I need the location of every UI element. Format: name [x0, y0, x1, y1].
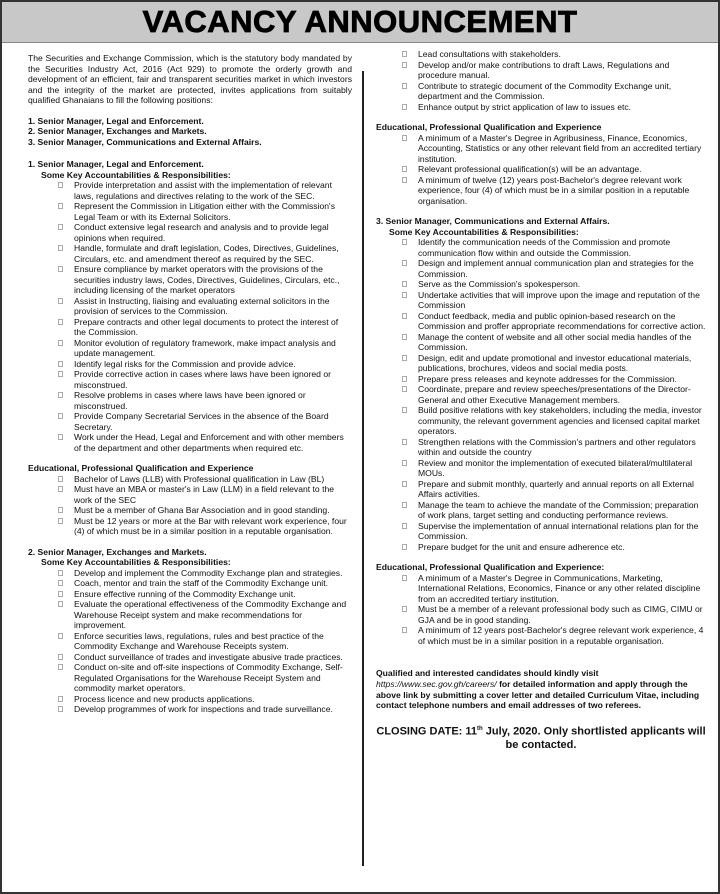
content-columns	[2, 43, 718, 752]
bullet-box-icon	[58, 664, 63, 670]
list-item	[58, 662, 352, 694]
list-item	[402, 258, 706, 279]
list-item	[58, 411, 352, 432]
bullet-box-icon	[58, 224, 63, 230]
list-item-text: A minimum of a Master's Degree in Communications, Marketing, International Relations, Economics, Finance or any other related discipline from an accredited tertiary institution.	[418, 572, 701, 604]
qualifications-list	[402, 573, 706, 647]
qualifications-list	[58, 474, 352, 537]
list-item-text: A minimum of 12 years post-Bachelor's degree relevant work experience, 4 of which must be in a similar position in a reputable organisation.	[418, 625, 704, 646]
list-item-text: Coordinate, prepare and review speeches/presentations of the Director-General and other Executive Management members.	[418, 384, 691, 405]
qualification-heading: Educational, Professional Qualification and Experience:	[376, 562, 605, 572]
bullet-box-icon	[58, 413, 63, 419]
list-item-text: Must be 12 years or more at the Bar with relevant work experience, four (4) of which must be in a similar position in a reputable organisation.	[74, 515, 347, 536]
bullet-box-icon	[402, 334, 407, 340]
bullet-box-icon	[402, 260, 407, 266]
bullet-box-icon	[402, 439, 407, 445]
list-item-text: Lead consultations with stakeholders.	[418, 49, 561, 59]
list-item-text: Undertake activities that will improve upon the image and reputation of the Commission	[418, 289, 700, 310]
list-item-text: Ensure effective running of the Commodity Exchange unit.	[74, 588, 296, 599]
list-item-text: Review and monitor the implementation of executed bilateral/multilateral MOUs.	[418, 457, 693, 478]
bullet-box-icon	[402, 239, 407, 245]
list-item	[58, 180, 352, 201]
list-item	[58, 432, 352, 453]
list-item	[58, 631, 352, 652]
list-item	[402, 458, 706, 479]
list-item	[58, 243, 352, 264]
responsibilities-heading: Some Key Accountabilities & Responsibilities:	[41, 557, 231, 567]
bullet-box-icon	[58, 507, 63, 513]
list-item-text: Provide corrective action in cases where laws have been ignored or misconstrued.	[74, 369, 331, 390]
list-item	[58, 296, 352, 317]
list-item	[402, 374, 706, 385]
list-item-text: Prepare press releases and keynote addresses for the Commission.	[418, 373, 677, 384]
apply-rest: for detailed information and apply through the above link by submitting a cover letter and detailed Curriculum Vitae, including contact telephone numbers and email addresses of two referees.	[376, 678, 700, 711]
bullet-box-icon	[58, 245, 63, 251]
list-item	[402, 384, 706, 405]
section-title: 1. Senior Manager, Legal and Enforcement.	[28, 159, 204, 169]
responsibilities-list-continued	[402, 49, 706, 112]
list-item	[402, 175, 706, 207]
bullet-box-icon	[58, 706, 63, 712]
left-column	[2, 43, 362, 752]
careers-link[interactable]: https://www.sec.gov.gh/careers/	[376, 678, 497, 689]
bullet-box-icon	[402, 627, 407, 633]
list-item-text: Resolve problems in cases where laws have been ignored or misconstrued.	[74, 390, 306, 411]
apply-lead: Qualified and interested candidates should kindly visit	[376, 668, 599, 678]
bullet-box-icon	[58, 371, 63, 377]
position-item: 3. Senior Manager, Communications and External Affairs.	[28, 136, 262, 147]
bullet-box-icon	[58, 570, 63, 576]
list-item-text: Supervise the implementation of annual international relations plan for the Commission.	[418, 520, 699, 541]
list-item-text: Develop and implement the Commodity Exchange plan and strategies.	[74, 567, 343, 578]
bullet-box-icon	[402, 407, 407, 413]
bullet-box-icon	[58, 696, 63, 702]
bullet-box-icon	[58, 580, 63, 586]
list-item-text: Handle, formulate and draft legislation, Codes, Directives, Guidelines, Circulars, etc. and amendment thereof as required by the SEC.	[74, 243, 339, 264]
list-item	[402, 81, 706, 102]
bullet-box-icon	[58, 518, 63, 524]
positions-list	[28, 116, 352, 148]
bullet-box-icon	[58, 654, 63, 660]
bullet-box-icon	[58, 182, 63, 188]
list-item-text: Conduct feedback, media and public opinion-based research on the Commission and proffer appropriate recommendations for corrective action.	[418, 310, 706, 331]
list-item-text: Build positive relations with key stakeholders, including the media, investor community, the relevant government agencies and licensed capital market operators.	[418, 405, 702, 436]
column-divider	[362, 71, 364, 866]
list-item-text: Provide interpretation and assist with the implementation of relevant laws, regulations and directives relating to the work of the SEC.	[74, 180, 332, 201]
list-item-text: Prepare budget for the unit and ensure adherence etc.	[418, 541, 625, 552]
bullet-box-icon	[402, 523, 407, 529]
list-item-text: Assist in Instructing, liaising and evaluating external solicitors in the provision of services to the Commission.	[74, 295, 330, 316]
list-item	[58, 201, 352, 222]
section-title: 2. Senior Manager, Exchanges and Markets.	[28, 546, 207, 557]
qualifications-list	[402, 133, 706, 207]
list-item	[402, 500, 706, 521]
list-item-text: A minimum of twelve (12) years post-Bachelor's degree relevant work experience, four (4) of which must be in a similar position in a reputable organisation.	[418, 174, 690, 206]
list-item-text: Identify legal risks for the Commission and provide advice.	[74, 358, 296, 369]
list-item-text: Must be a member of Ghana Bar Association and in good standing.	[74, 505, 330, 515]
bullet-box-icon	[58, 340, 63, 346]
list-item	[402, 437, 706, 458]
bullet-box-icon	[402, 135, 407, 141]
bullet-box-icon	[402, 460, 407, 466]
responsibilities-list	[402, 237, 706, 552]
bullet-box-icon	[402, 292, 407, 298]
bullet-box-icon	[58, 486, 63, 492]
section-legal	[28, 159, 352, 537]
list-item-text: Develop programmes of work for inspections and trade surveillance.	[74, 704, 333, 714]
bullet-box-icon	[402, 355, 407, 361]
section-exchanges	[28, 547, 352, 715]
bullet-box-icon	[402, 313, 407, 319]
list-item	[58, 704, 352, 715]
list-item	[58, 505, 352, 516]
list-item	[402, 405, 706, 437]
list-item-text: Must be a member of a relevant professional body such as CIMG, CIMU or GJA and be in good standing.	[418, 604, 703, 625]
list-item-text: Relevant professional qualification(s) will be an advantage.	[418, 164, 642, 174]
list-item-text: Design, edit and update promotional and investor educational materials, publications, brochures, videos and social media posts.	[418, 352, 692, 373]
list-item-text: Conduct surveillance of trades and investigate abusive trade practices.	[74, 651, 343, 662]
list-item	[402, 479, 706, 500]
responsibilities-heading: Some Key Accountabilities & Responsibilities:	[41, 169, 231, 180]
list-item-text: Conduct on-site and off-site inspections of Commodity Exchange, Self-Regulated Organisations for the Warehouse Receipt System and commodity market operators.	[74, 662, 343, 693]
bullet-box-icon	[402, 502, 407, 508]
bullet-box-icon	[58, 591, 63, 597]
bullet-box-icon	[402, 166, 407, 172]
list-item-text: Conduct extensive legal research and analysis and to provide legal opinions when required.	[74, 222, 329, 243]
list-item-text: Coach, mentor and train the staff of the Commodity Exchange unit.	[74, 578, 328, 588]
list-item-text: Identify the communication needs of the Commission and promote communication flow within and outside the Commission.	[418, 237, 671, 258]
list-item	[402, 573, 706, 605]
list-item-text: Strengthen relations with the Commission's partners and other regulators within and outside the country	[418, 436, 696, 457]
list-item-text: Develop and/or make contributions to draft Laws, Regulations and procedure manual.	[418, 59, 670, 80]
list-item-text: Manage the content of website and all other social media handles of the Commission.	[418, 331, 692, 352]
list-item-text: Enforce securities laws, regulations, rules and best practice of the Commodity Exchange and Warehouse Receipts system.	[74, 630, 324, 651]
bullet-box-icon	[58, 203, 63, 209]
bullet-box-icon	[58, 601, 63, 607]
section-communications	[376, 216, 706, 646]
list-item	[58, 359, 352, 370]
list-item	[402, 521, 706, 542]
closing-sup: th	[477, 726, 483, 733]
bullet-box-icon	[402, 544, 407, 550]
bullet-box-icon	[58, 476, 63, 482]
page-title: VACANCY ANNOUNCEMENT	[142, 4, 578, 39]
responsibilities-list	[58, 568, 352, 715]
list-item-text: Must have an MBA or master's in Law (LLM) in a field relevant to the work of the SEC	[74, 484, 335, 505]
list-item-text: Contribute to strategic document of the Commodity Exchange unit, department and the Commission.	[418, 80, 672, 101]
list-item-text: Enhance output by strict application of law to issues etc.	[418, 101, 632, 112]
responsibilities-heading: Some Key Accountabilities & Responsibilities:	[389, 226, 579, 237]
list-item-text: Manage the team to achieve the mandate of the Commission; preparation of work plans, target setting and conducting performance reviews.	[418, 499, 699, 520]
closing-date	[376, 723, 706, 752]
bullet-box-icon	[402, 104, 407, 110]
list-item-text: Design and implement annual communication plan and strategies for the Commission.	[418, 258, 694, 279]
bullet-box-icon	[58, 266, 63, 272]
list-item-text: Process licence and new products applications.	[74, 693, 255, 704]
list-item	[402, 290, 706, 311]
bullet-box-icon	[402, 376, 407, 382]
list-item	[58, 338, 352, 359]
list-item	[402, 279, 706, 290]
application-instructions	[376, 668, 706, 711]
list-item	[58, 578, 352, 589]
responsibilities-list	[58, 180, 352, 453]
list-item	[402, 604, 706, 625]
bullet-box-icon	[58, 319, 63, 325]
list-item	[58, 369, 352, 390]
list-item-text: Evaluate the operational effectiveness of the Commodity Exchange and Warehouse Receipt system and make recommendations for improvement.	[74, 599, 347, 630]
list-item	[402, 542, 706, 553]
list-item-text: Prepare contracts and other legal documents to protect the interest of the Commission.	[74, 316, 339, 337]
list-item-text: Prepare and submit monthly, quarterly and annual reports on all External Affairs activities.	[418, 478, 694, 499]
list-item	[402, 625, 706, 646]
list-item	[402, 237, 706, 258]
list-item	[402, 332, 706, 353]
list-item	[58, 652, 352, 663]
list-item	[58, 694, 352, 705]
bullet-box-icon	[402, 51, 407, 57]
list-item	[58, 484, 352, 505]
bullet-box-icon	[402, 83, 407, 89]
list-item	[58, 589, 352, 600]
bullet-box-icon	[402, 281, 407, 287]
bullet-box-icon	[402, 386, 407, 392]
right-column	[362, 43, 718, 752]
list-item-text: Bachelor of Laws (LLB) with Professional qualification in Law (BL)	[74, 473, 325, 484]
bullet-box-icon	[58, 361, 63, 367]
list-item	[402, 102, 706, 113]
position-item: 2. Senior Manager, Exchanges and Markets.	[28, 126, 207, 136]
closing-rest: July, 2020. Only shortlisted applicants will be contacted.	[482, 725, 706, 751]
list-item	[402, 353, 706, 374]
bullet-box-icon	[402, 62, 407, 68]
list-item	[58, 516, 352, 537]
list-item	[58, 264, 352, 296]
list-item	[402, 164, 706, 175]
list-item	[402, 311, 706, 332]
position-item: 1. Senior Manager, Legal and Enforcement.	[28, 115, 204, 126]
intro-paragraph: The Securities and Exchange Commission, which is the statutory body mandated by the Securities Industry Act, 2016 (Act 929) to promote the orderly growth and development of an efficient, fair and transparent securities market in which investors and the integrity of the market are protected, invites applications from suitably qualified Ghanaians to fill the following positions:	[28, 53, 352, 105]
list-item-text: Ensure compliance by market operators with the provisions of the securities industry laws, Codes, Directives, Guidelines, Circulars, etc., including licensing of the market operators	[74, 264, 340, 295]
list-item	[58, 317, 352, 338]
bullet-box-icon	[58, 633, 63, 639]
bullet-box-icon	[402, 575, 407, 581]
list-item	[402, 49, 706, 60]
qualification-heading: Educational, Professional Qualification and Experience	[28, 463, 254, 473]
bullet-box-icon	[402, 606, 407, 612]
list-item-text: Serve as the Commission's spokesperson.	[418, 279, 581, 289]
list-item	[58, 222, 352, 243]
bullet-box-icon	[58, 298, 63, 304]
title-banner	[2, 2, 718, 43]
bullet-box-icon	[58, 434, 63, 440]
bullet-box-icon	[402, 481, 407, 487]
bullet-box-icon	[402, 177, 407, 183]
section-title: 3. Senior Manager, Communications and External Affairs.	[376, 216, 610, 226]
list-item	[58, 568, 352, 579]
list-item-text: Work under the Head, Legal and Enforcement and with other members of the department and other departments when required etc.	[74, 432, 344, 453]
list-item-text: Represent the Commission in Litigation either with the Commission's Legal Team or with its External Solicitors.	[74, 201, 335, 222]
bullet-box-icon	[58, 392, 63, 398]
list-item	[402, 133, 706, 165]
list-item-text: Provide Company Secretarial Services in the absence of the Board Secretary.	[74, 411, 329, 432]
list-item	[58, 599, 352, 631]
list-item	[58, 474, 352, 485]
list-item-text: A minimum of a Master's Degree in Agribusiness, Finance, Economics, Accounting, Statistics or any other relevant field from an accredited tertiary institution.	[418, 132, 702, 164]
list-item-text: Monitor evolution of regulatory framework, make impact analysis and update management.	[74, 337, 336, 358]
list-item	[58, 390, 352, 411]
closing-label: CLOSING DATE: 11	[376, 725, 478, 738]
list-item	[402, 60, 706, 81]
qualification-heading: Educational, Professional Qualification and Experience	[376, 122, 602, 132]
